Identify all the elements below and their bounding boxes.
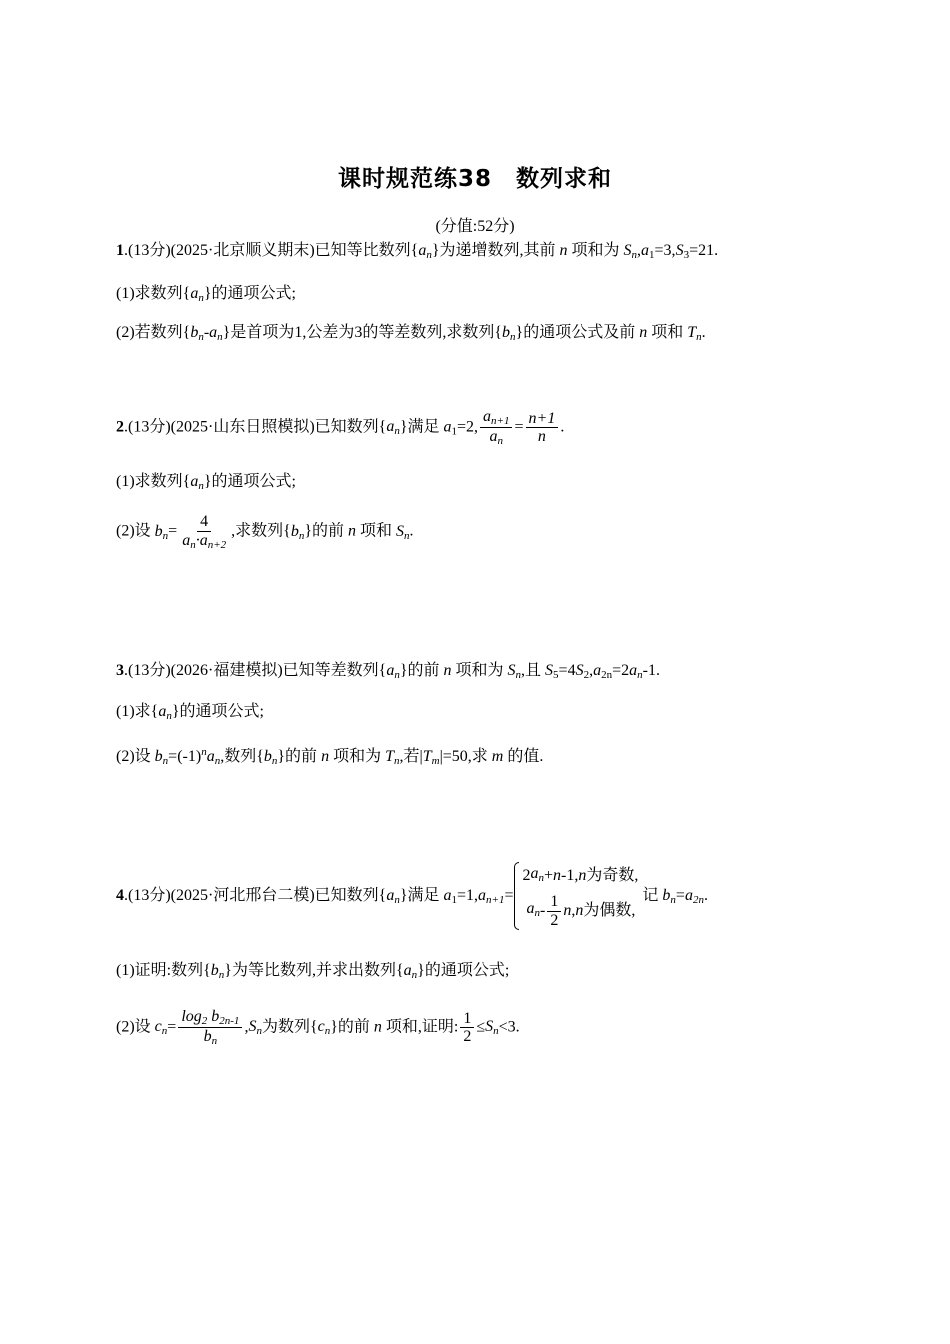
score-subtitle: (分值:52分) — [435, 218, 515, 235]
q2-part2: (2)设 $b_n=$ $\frac{4}{a_n\cdot a_{n+2}}$ ,求数列$\{b_n\}$的前 n 项和 $S_n$. — [116, 513, 414, 551]
q1-part1: (1)求数列$\{a_n\}$的通项公式; — [116, 285, 296, 304]
q4-cn-fraction: $\frac{\log_2 b_{2n-1}}{b_n}$ — [178, 1008, 242, 1047]
q3-part2: (2)设 $b_n=(-1)^na_n$,数列$\{b_n\}$的前 n 项和为 $T_n$,若$|T_m|=50$,求 m 的值. — [116, 746, 544, 767]
q2-stem: 2.(13分)(2025·山东日照模拟)已知数列$\{a_n\}$满足 $a_1=2$, $\frac{a_{n+1}}{a_n}$ = $\frac{n+1}{n}$ . — [116, 408, 565, 448]
q1-part2: (2)若数列$\{b_n-a_n\}$是首项为1,公差为3的等差数列,求数列$\{b_n\}$的通项公式及前 n 项和 $T_n$. — [116, 324, 706, 343]
page-title: 课时规范练38 数列求和 — [337, 166, 612, 192]
q2-fraction-left: $\frac{a_{n+1}}{a_n}$ — [480, 408, 512, 447]
q3-stem: 3.(13分)(2026·福建模拟)已知等差数列$\{a_n\}$的前 n 项和为 $S_n$,且 $S_5=4S_2,a_{2n}=2a_n-1$. — [116, 662, 660, 681]
q2-bn-fraction: $\frac{4}{a_n\cdot a_{n+2}}$ — [182, 513, 227, 551]
q4-part2: (2)设 $c_n=$ $\frac{\log_2 b_{2n-1}}{b_n}$ $,S_n$为数列$\{c_n\}$的前 n 项和,证明: $\frac{1}{2}$ $\le S_n<3$. — [116, 1008, 520, 1048]
q4-part1: (1)证明:数列$\{b_n\}$为等比数列,并求出数列$\{a_n\}$的通项公式; — [116, 962, 510, 981]
q4-stem: 4.(13分)(2025·河北邢台二模)已知数列$\{a_n\}$满足 $a_1=1,a_{n+1}=$ 2 $a_n$ + n -1, n 为奇数, $a_n$ - $\frac{1}{2}$ n , n 为偶数, 记 $b_n=a_{2n}$. — [116, 860, 708, 936]
q2-part1: (1)求数列$\{a_n\}$的通项公式; — [116, 473, 296, 492]
q2-fraction-right: $\frac{n+1}{n}$ — [526, 410, 559, 446]
left-brace-icon — [514, 862, 519, 930]
q3-part1: (1)求$\{a_n\}$的通项公式; — [116, 703, 264, 722]
q4-piecewise: 2 $a_n$ + n -1, n 为奇数, $a_n$ - $\frac{1}{2}$ n , n 为偶数, — [514, 862, 639, 930]
q1-stem: 1.(13分)(2025·北京顺义期末)已知等比数列$\{a_n\}$为递增数列,其前 n 项和为 $S_n,a_1=3,S_3=21$. — [116, 242, 719, 261]
